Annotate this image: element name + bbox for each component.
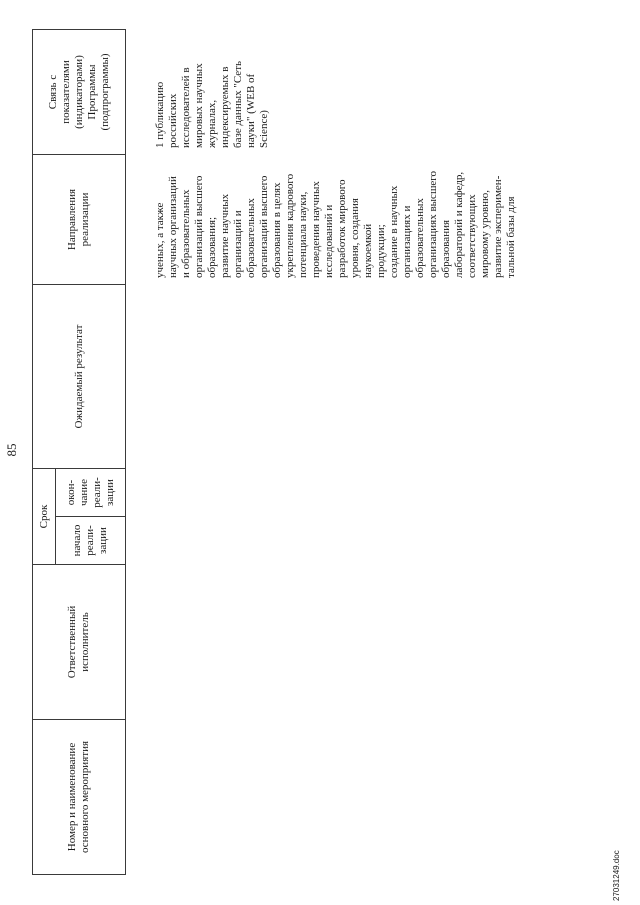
header-end: окон- чание реали- зации — [64, 477, 116, 508]
header-responsible: Ответственный исполнитель — [66, 605, 91, 679]
document-id: 27031249.doc — [612, 850, 621, 901]
header-expected-result: Ожидаемый результат — [72, 324, 85, 429]
header-term: Срок — [37, 504, 50, 529]
header-directions: Направления реализации — [66, 188, 91, 251]
table-left-border — [32, 874, 126, 875]
page-number: 85 — [4, 443, 19, 457]
header-event-name: Номер и наименование основного мероприятия — [66, 740, 91, 854]
directions-text: ученых, а также научных организаций и образовательных организаций высшего образования; развитие научных организаций и образовательных организаций высшего образования в целях укрепления кадрового потенциала науки, проведения научных исследований и разработок мирового уровня, создания наукоемкой продукции; создание в научных организациях и образовательных организациях высшего образования лабораторий и кафедр, соответствующих мировому уровню, развитие эксперимен- тальной базы для — [154, 170, 517, 278]
header-bottom-border — [125, 30, 126, 875]
header-start: начало реали- зации — [71, 524, 109, 557]
header-indicators-link: Связь с показателями (индикаторами) Программы (подпрограммы) — [46, 53, 111, 131]
indicators-link-text: 1 публикацию российских исследователей в мировых научных журналах, индексируемых в базе данных "Сеть науки" (WEB of Science) — [154, 60, 270, 148]
